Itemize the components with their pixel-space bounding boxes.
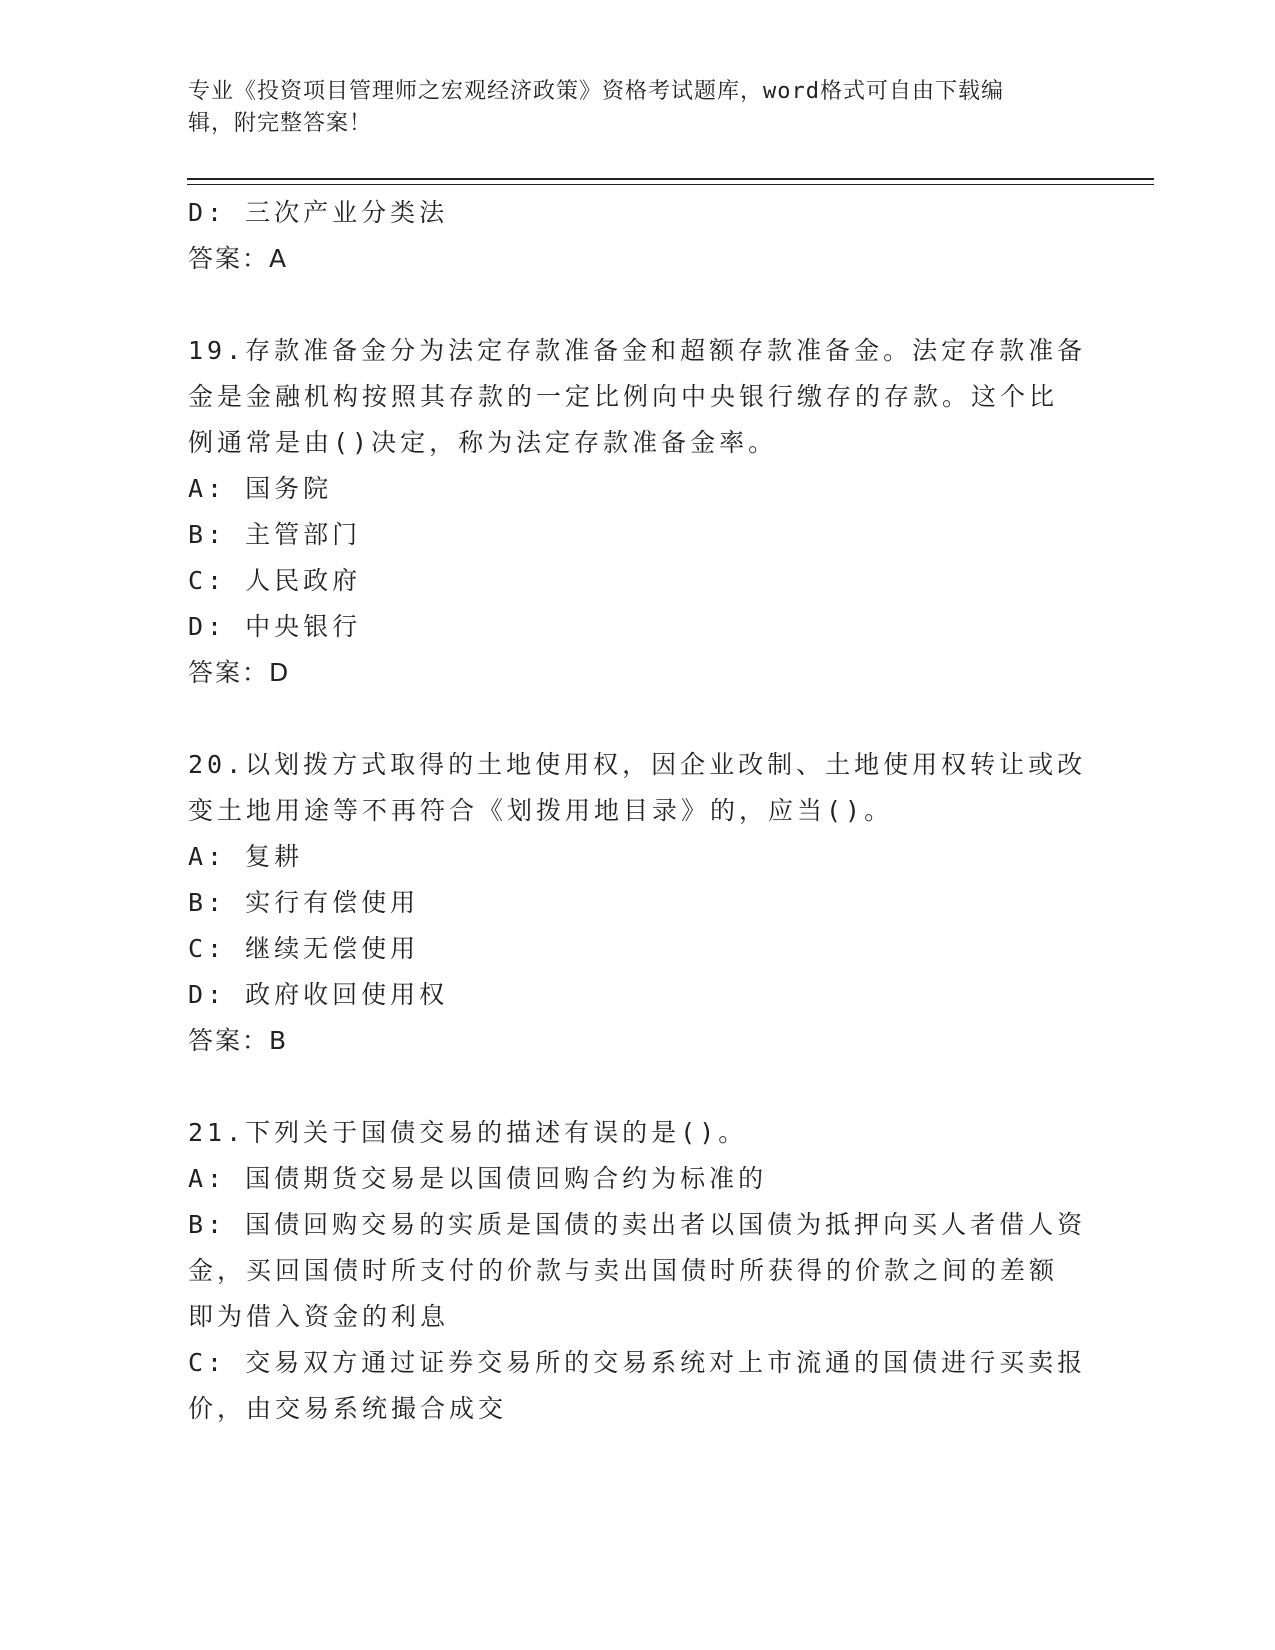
prev-answer: 答案：A bbox=[188, 244, 289, 273]
option-c: C: 继续无偿使用 bbox=[188, 934, 420, 963]
option-c-line: C: 交易双方通过证券交易所的交易系统对上市流通的国债进行买卖报 bbox=[188, 1348, 1087, 1377]
option-b-line: B: 国债回购交易的实质是国债的卖出者以国债为抵押向买人者借人资 bbox=[188, 1210, 1087, 1239]
header-rule-thin bbox=[187, 184, 1154, 185]
prev-option-d: D: 三次产业分类法 bbox=[188, 198, 449, 227]
option-b: B: 实行有偿使用 bbox=[188, 888, 420, 917]
answer: 答案：D bbox=[188, 658, 291, 687]
question-19 bbox=[188, 328, 1088, 696]
option-d: D: 政府收回使用权 bbox=[188, 980, 449, 1009]
header-rule-thick bbox=[187, 178, 1154, 180]
answer: 答案：B bbox=[188, 1026, 289, 1055]
question-20 bbox=[188, 742, 1088, 1064]
option-a: A: 国债期货交易是以国债回购合约为标准的 bbox=[188, 1164, 768, 1193]
document-header bbox=[188, 76, 1068, 140]
option-a: A: 复耕 bbox=[188, 842, 304, 871]
header-line-1: 专业《投资项目管理师之宏观经济政策》资格考试题库，word格式可自由下载编 bbox=[188, 79, 1004, 104]
option-b: B: 主管部门 bbox=[188, 520, 362, 549]
option-b-line: 金，买回国债时所支付的价款与卖出国债时所获得的价款之间的差额 bbox=[188, 1256, 1059, 1285]
question-text-line: 变土地用途等不再符合《划拨用地目录》的，应当()。 bbox=[188, 796, 894, 825]
question-text-line: 金是金融机构按照其存款的一定比例向中央银行缴存的存款。这个比 bbox=[188, 382, 1059, 411]
option-c: C: 人民政府 bbox=[188, 566, 362, 595]
option-c-line: 价，由交易系统撮合成交 bbox=[188, 1394, 508, 1423]
question-text-line: 20.以划拨方式取得的土地使用权，因企业改制、土地使用权转让或改 bbox=[188, 750, 1087, 779]
option-a: A: 国务院 bbox=[188, 474, 333, 503]
option-d: D: 中央银行 bbox=[188, 612, 362, 641]
question-text-line: 例通常是由()决定，称为法定存款准备金率。 bbox=[188, 428, 778, 457]
document-body bbox=[188, 190, 1088, 1432]
question-text-line: 19.存款准备金分为法定存款准备金和超额存款准备金。法定存款准备 bbox=[188, 336, 1087, 365]
question-text-line: 21.下列关于国债交易的描述有误的是()。 bbox=[188, 1118, 748, 1147]
question-21 bbox=[188, 1110, 1088, 1432]
header-line-2: 辑，附完整答案！ bbox=[188, 111, 373, 136]
option-b-line: 即为借入资金的利息 bbox=[188, 1302, 450, 1331]
